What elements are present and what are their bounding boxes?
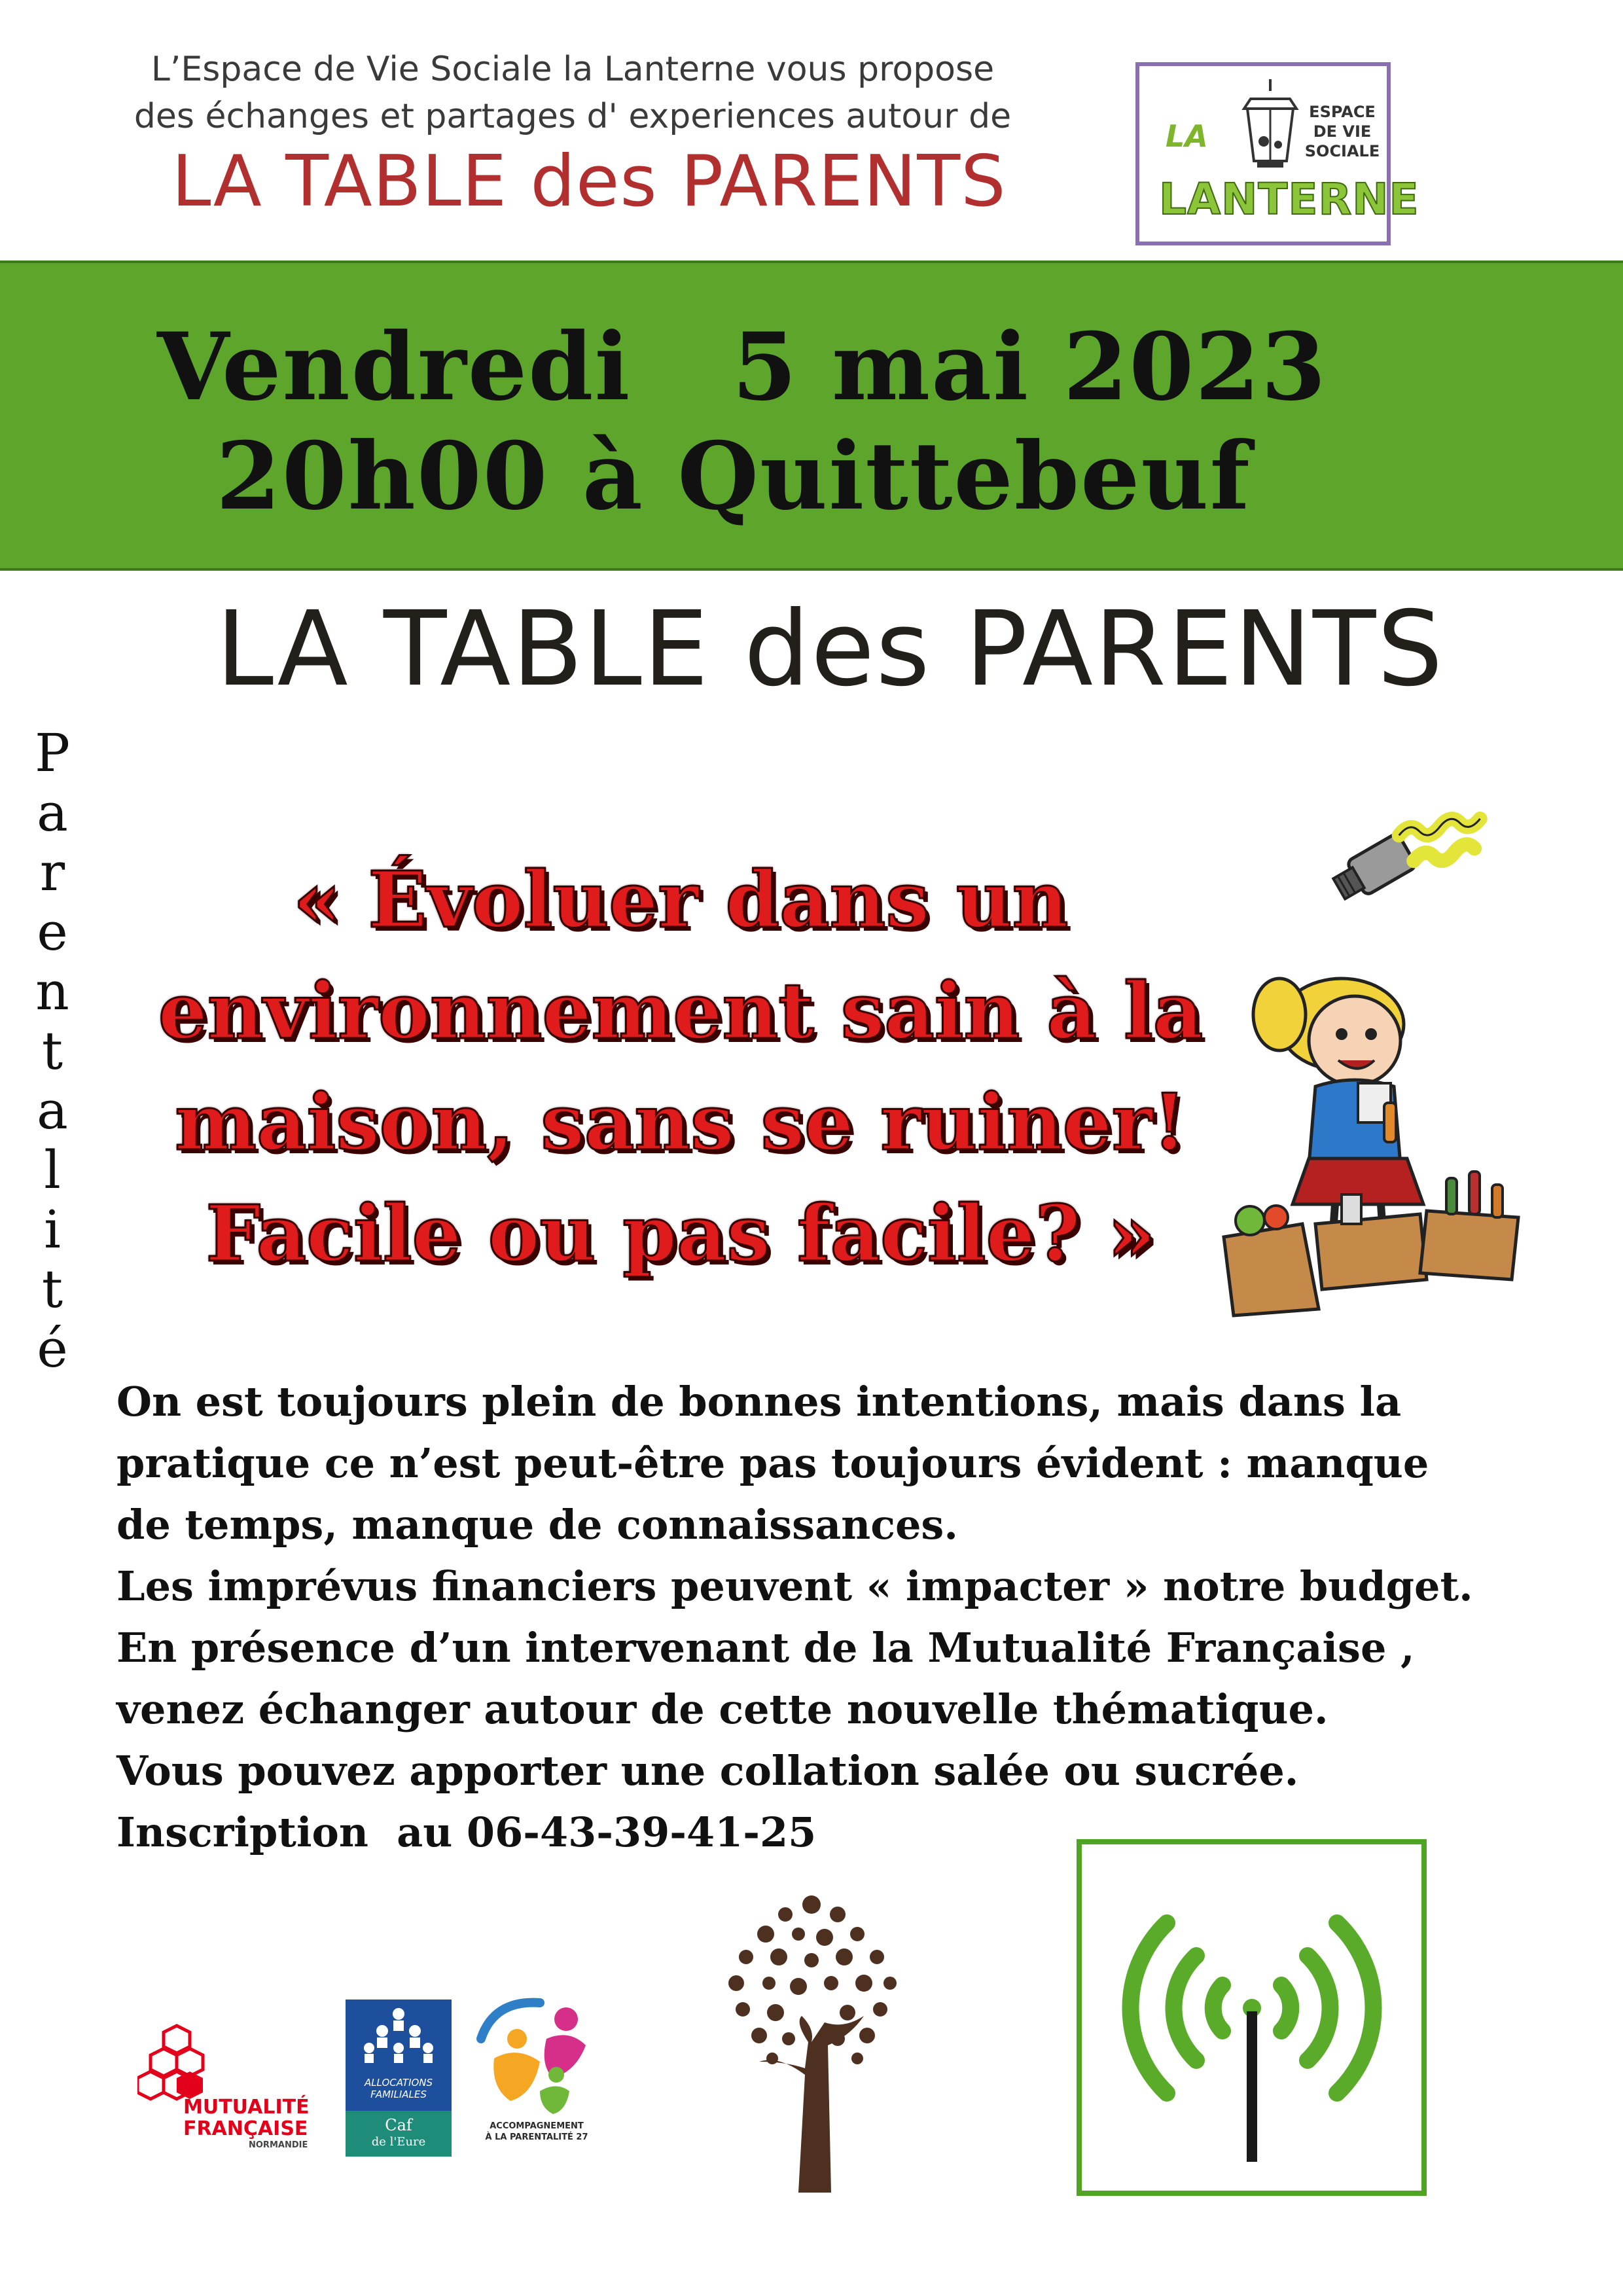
- vertical-letter: é: [37, 1318, 68, 1379]
- vertical-letter: P: [35, 723, 70, 783]
- intro-line-1: L’Espace de Vie Sociale la Lanterne vous propose: [151, 50, 995, 89]
- caf-dept: de l'Eure: [371, 2135, 426, 2149]
- body-line: Vous pouvez apporter une collation salée ou sucrée.: [116, 1747, 1299, 1795]
- lanterne-logo-espace-line-1: ESPACE: [1309, 103, 1376, 121]
- body-line: pratique ce n’est peut-être pas toujours évident : manque: [116, 1439, 1429, 1487]
- mutualite-line-3: NORMANDIE: [249, 2140, 308, 2150]
- event-date: Vendredi 5 mai 2023: [157, 313, 1327, 422]
- quote-line-3: maison, sans se ruiner!: [175, 1077, 1186, 1168]
- header-title: LA TABLE des PARENTS: [171, 141, 1007, 223]
- quote-line-2: environnement sain à la: [158, 965, 1204, 1056]
- caf-logo: [346, 2000, 452, 2157]
- body-line: venez échanger autour de cette nouvelle thématique.: [116, 1685, 1329, 1733]
- lanterne-logo-espace: [1296, 102, 1388, 161]
- body-line: En présence d’un intervenant de la Mutualité Française ,: [116, 1624, 1415, 1672]
- vertical-letter: i: [44, 1199, 61, 1260]
- vertical-letter: t: [41, 1259, 63, 1319]
- body-line: Les imprévus financiers peuvent « impacter » notre budget.: [116, 1562, 1473, 1610]
- parentalite-figures-icon: [468, 1993, 605, 2117]
- vertical-letter: a: [37, 1080, 68, 1141]
- caf-af-text: [346, 2077, 452, 2100]
- caf-name: Caf: [385, 2116, 412, 2134]
- vertical-letter: l: [44, 1139, 61, 1200]
- body-line: de temps, manque de connaissances.: [116, 1501, 958, 1549]
- body-line-phone: Inscription au 06-43-39-41-25: [116, 1808, 817, 1856]
- caf-line-2: FAMILIALES: [370, 2089, 427, 2100]
- accomp-line-1: ACCOMPAGNEMENT: [490, 2121, 584, 2131]
- caf-family-icon: [363, 2006, 435, 2075]
- accomp-line-2: À LA PARENTALITÉ 27: [485, 2132, 588, 2142]
- mutualite-line-2: FRANÇAISE: [183, 2117, 308, 2140]
- accompagnement-parentalite-logo: [468, 1993, 605, 2163]
- energy-bulb-icon: [1315, 759, 1512, 910]
- caf-line-1: ALLOCATIONS: [364, 2077, 433, 2089]
- tree-illustration: [707, 1885, 916, 2199]
- vertical-word-parentalite: [26, 723, 79, 1378]
- mutualite-line-1: MUTUALITÉ: [183, 2096, 310, 2119]
- body-text: [116, 1371, 1589, 1863]
- wireless-signal-icon: [1082, 1844, 1421, 2191]
- quote-line-4: Facile ou pas facile? »: [205, 1188, 1156, 1279]
- vertical-letter: e: [37, 901, 68, 962]
- lanterne-logo-name: LANTERNE: [1159, 174, 1419, 224]
- accompagnement-text: [468, 2121, 605, 2143]
- la-lanterne-logo: [1135, 62, 1419, 245]
- child-recycling-illustration: [1211, 962, 1551, 1322]
- intro-text: [98, 46, 1047, 140]
- mutualite-francaise-logo: [137, 2022, 314, 2150]
- vertical-letter: a: [37, 782, 68, 843]
- event-time-place: 20h00 à Quittebeuf: [216, 422, 1251, 531]
- lanterne-logo-espace-line-2: DE VIE SOCIALE: [1304, 122, 1380, 160]
- intro-line-2: des échanges et partages d' experiences autour de: [134, 97, 1012, 136]
- vertical-letter: r: [39, 842, 65, 903]
- vertical-letter: n: [35, 961, 69, 1022]
- main-title: LA TABLE des PARENTS: [216, 589, 1444, 709]
- quote-line-1: « Évoluer dans un: [293, 854, 1069, 945]
- lanterne-logo-la: LA: [1166, 118, 1208, 154]
- theme-quote: [105, 844, 1257, 1289]
- vertical-letter: t: [41, 1020, 63, 1081]
- body-line: On est toujours plein de bonnes intentions, mais dans la: [116, 1378, 1402, 1426]
- signal-icon-box: [1077, 1839, 1427, 2196]
